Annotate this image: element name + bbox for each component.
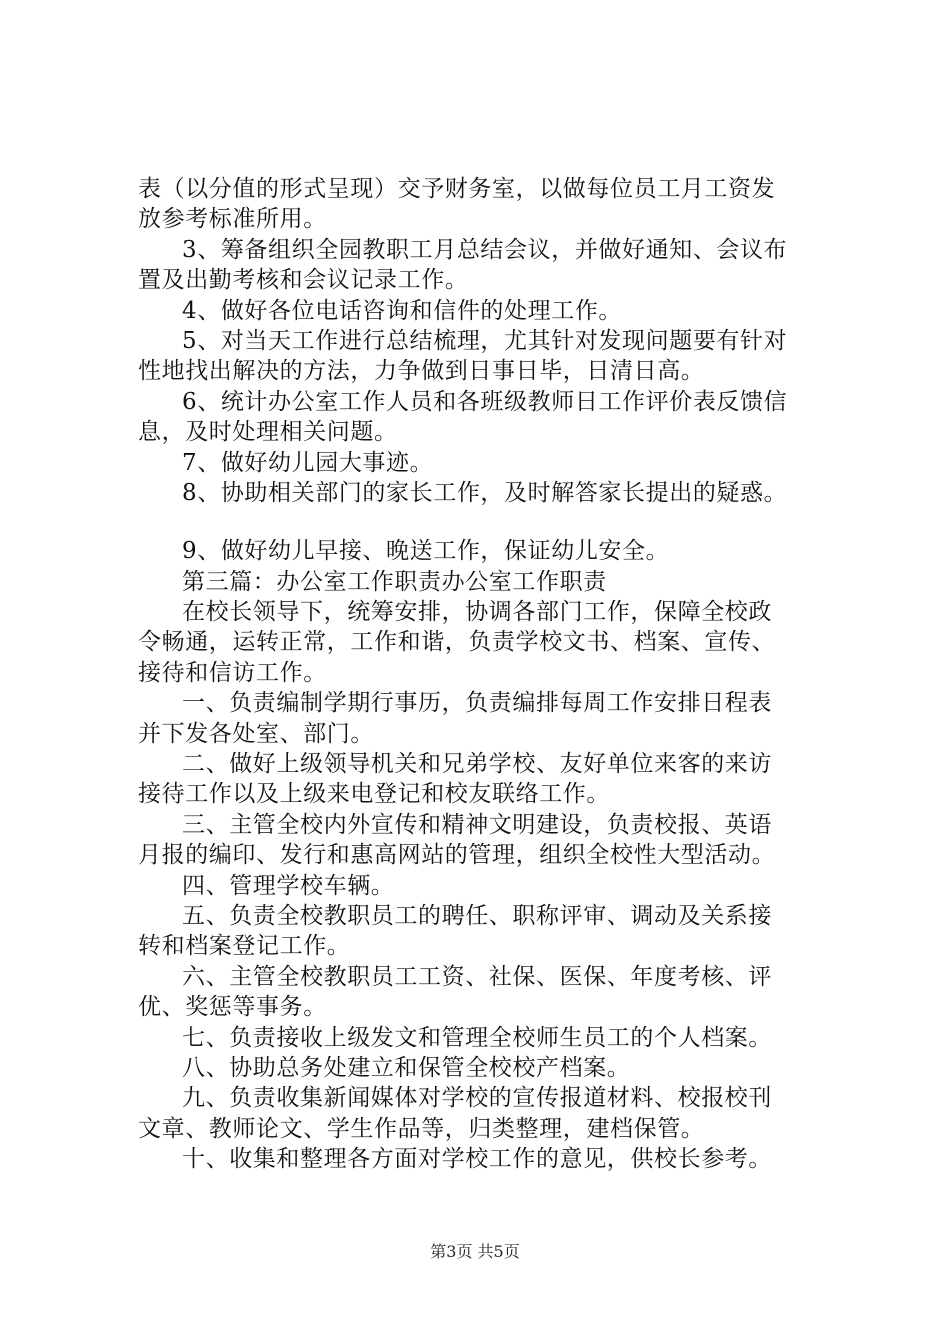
text-line: 接待和信访工作。 (138, 659, 327, 686)
text-line: 放参考标准所用。 (138, 206, 327, 233)
document-body (138, 174, 838, 1175)
text-line: 十、收集和整理各方面对学校工作的意见，供校长参考。 (182, 1146, 772, 1173)
text-line: 三、主管全校内外宣传和精神文明建设，负责校报、英语 (182, 811, 772, 838)
text-line: 九、负责收集新闻媒体对学校的宣传报道材料、校报校刊 (182, 1085, 772, 1112)
text-line: 五、负责全校教职员工的聘任、职称评审、调动及关系接 (182, 902, 772, 929)
text-line: 二、做好上级领导机关和兄弟学校、友好单位来客的来访 (182, 751, 772, 778)
text-line: 文章、教师论文、学生作品等，归类整理，建档保管。 (138, 1115, 705, 1142)
paragraph-block-lower (138, 536, 838, 1174)
text-line: 8、协助相关部门的家长工作，及时解答家长提出的疑惑。 (182, 479, 788, 506)
text-line: 4、做好各位电话咨询和信件的处理工作。 (182, 297, 623, 324)
text-line: 四、管理学校车辆。 (182, 872, 395, 899)
text-line: 转和档案登记工作。 (138, 933, 351, 960)
text-line: 优、奖惩等事务。 (138, 994, 327, 1021)
text-line: 表（以分值的形式呈现）交予财务室，以做每位员工月工资发 (138, 176, 776, 202)
text-line: 令畅通，运转正常，工作和谐，负责学校文书、档案、宣传、 (138, 629, 776, 656)
text-line: 接待工作以及上级来电登记和校友联络工作。 (138, 781, 610, 808)
text-line: 性地找出解决的方法，力争做到日事日毕，日清日高。 (138, 358, 705, 385)
text-line: 并下发各处室、部门。 (138, 720, 374, 747)
text-line: 月报的编印、发行和惠高网站的管理，组织全校性大型活动。 (138, 842, 776, 869)
page-number-footer: 第3页 共5页 (430, 1242, 520, 1261)
text-line: 息，及时处理相关问题。 (138, 419, 398, 446)
paragraph-gap (138, 508, 838, 536)
text-line: 9、做好幼儿早接、晚送工作，保证幼儿安全。 (182, 538, 670, 565)
text-line: 3、筹备组织全园教职工月总结会议，并做好通知、会议布 (182, 236, 788, 263)
text-line: 置及出勤考核和会议记录工作。 (138, 267, 469, 294)
text-line: 第三篇：办公室工作职责办公室工作职责 (182, 568, 607, 595)
text-line: 七、负责接收上级发文和管理全校师生员工的个人档案。 (182, 1024, 772, 1051)
text-line: 在校长领导下，统筹安排，协调各部门工作，保障全校政 (182, 599, 772, 626)
text-line: 一、负责编制学期行事历，负责编排每周工作安排日程表 (182, 690, 772, 717)
text-line: 7、做好幼儿园大事迹。 (182, 449, 434, 476)
text-line: 6、统计办公室工作人员和各班级教师日工作评价表反馈信 (182, 388, 788, 415)
paragraph-block-upper (138, 174, 838, 508)
text-line: 六、主管全校教职员工工资、社保、医保、年度考核、评 (182, 963, 772, 990)
text-line: 八、协助总务处建立和保管全校校产档案。 (182, 1054, 631, 1081)
text-line: 5、对当天工作进行总结梳理，尤其针对发现问题要有针对 (182, 327, 788, 354)
